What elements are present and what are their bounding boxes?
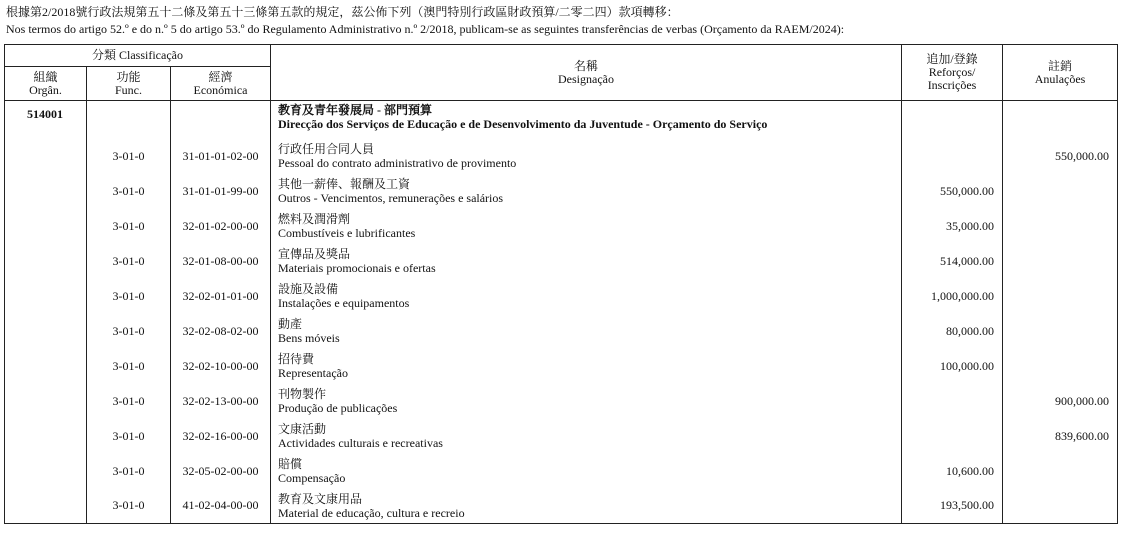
economic-code: 32-02-16-00-00 <box>171 419 271 454</box>
table-row <box>5 244 1118 279</box>
table-row <box>5 489 1118 524</box>
header-economic-pt: Económica <box>193 82 248 97</box>
function-code: 3-01-0 <box>87 209 171 244</box>
table-row <box>5 454 1118 489</box>
reforco-amount <box>902 419 1003 454</box>
designation-pt: Actividades culturais e recreativas <box>278 436 443 450</box>
economic-code: 31-01-01-02-00 <box>171 139 271 174</box>
designation <box>271 244 902 279</box>
organ-cell <box>5 139 87 174</box>
economic-code: 32-02-01-01-00 <box>171 279 271 314</box>
organ-cell <box>5 314 87 349</box>
designation-pt: Materiais promocionais e ofertas <box>278 261 436 275</box>
table-row <box>5 209 1118 244</box>
designation <box>271 209 902 244</box>
header-function <box>87 67 171 101</box>
table-row <box>5 384 1118 419</box>
header-designation-pt: Designação <box>558 71 614 86</box>
function-code: 3-01-0 <box>87 174 171 209</box>
section-title-zh: 教育及青年發展局 - 部門預算 <box>278 103 433 117</box>
section-row <box>5 101 1118 139</box>
function-code: 3-01-0 <box>87 139 171 174</box>
designation <box>271 419 902 454</box>
table-row <box>5 314 1118 349</box>
designation-zh: 動產 <box>278 317 303 331</box>
function-code: 3-01-0 <box>87 314 171 349</box>
table-row <box>5 174 1118 209</box>
anulacao-amount <box>1003 489 1118 524</box>
section-title <box>271 101 902 139</box>
header-reforcos-pt2: Inscrições <box>927 78 977 92</box>
header-organ <box>5 67 87 101</box>
economic-code: 32-01-02-00-00 <box>171 209 271 244</box>
organ-cell <box>5 454 87 489</box>
table-row <box>5 139 1118 174</box>
economic-code: 32-02-10-00-00 <box>171 349 271 384</box>
designation <box>271 174 902 209</box>
designation-zh: 設施及設備 <box>278 282 339 296</box>
function-code: 3-01-0 <box>87 489 171 524</box>
header-reforcos-pt1: Reforços/ <box>928 65 976 79</box>
section-anulacao-cell <box>1003 101 1118 139</box>
section-econ-cell <box>171 101 271 139</box>
designation <box>271 349 902 384</box>
header-anulacoes <box>1003 45 1118 101</box>
designation <box>271 314 902 349</box>
designation-zh: 燃料及潤滑劑 <box>278 212 351 226</box>
header-designation <box>271 45 902 101</box>
designation <box>271 384 902 419</box>
anulacao-amount <box>1003 279 1118 314</box>
organ-cell <box>5 244 87 279</box>
designation-zh: 宣傳品及獎品 <box>278 247 351 261</box>
reforco-amount <box>902 139 1003 174</box>
function-code: 3-01-0 <box>87 454 171 489</box>
designation-zh: 賠償 <box>278 457 303 471</box>
transfer-table-frame <box>4 44 1117 524</box>
designation-zh: 教育及文康用品 <box>278 491 363 506</box>
reforco-amount <box>902 384 1003 419</box>
header-reforcos-zh: 追加/登錄 <box>926 52 978 66</box>
reforco-amount: 1,000,000.00 <box>902 279 1003 314</box>
table-row <box>5 349 1118 384</box>
header-function-zh: 功能 <box>116 69 141 84</box>
budget-transfer-table <box>4 44 1118 524</box>
designation-zh: 刊物製作 <box>278 387 327 401</box>
function-code: 3-01-0 <box>87 419 171 454</box>
designation-zh: 招待費 <box>278 352 315 366</box>
section-reforco-cell <box>902 101 1003 139</box>
reforco-amount: 100,000.00 <box>902 349 1003 384</box>
designation-pt: Outros - Vencimentos, remunerações e salários <box>278 191 504 205</box>
table-header <box>5 45 1118 101</box>
anulacao-amount <box>1003 314 1118 349</box>
table-body <box>5 101 1118 524</box>
designation <box>271 489 902 524</box>
economic-code: 32-05-02-00-00 <box>171 454 271 489</box>
header-function-pt: Func. <box>115 82 142 97</box>
designation-zh: 文康活動 <box>278 422 327 436</box>
function-code: 3-01-0 <box>87 244 171 279</box>
intro-portuguese: Nos termos do artigo 52.º e do n.º 5 do artigo 53.º do Regulamento Administrativo n.º 2/2018, publicam-se as seguintes transferências de verbas (Orçamento da RAEM/2024): <box>6 22 845 36</box>
anulacao-amount: 839,600.00 <box>1003 419 1118 454</box>
reforco-amount: 550,000.00 <box>902 174 1003 209</box>
reforco-amount: 514,000.00 <box>902 244 1003 279</box>
reforco-amount: 193,500.00 <box>902 489 1003 524</box>
designation-pt: Material de educação, cultura e recreio <box>278 505 465 520</box>
economic-code: 32-02-13-00-00 <box>171 384 271 419</box>
header-reforcos <box>902 45 1003 101</box>
organ-cell <box>5 384 87 419</box>
header-economic-zh: 經濟 <box>208 69 233 84</box>
organ-cell <box>5 279 87 314</box>
header-anulacoes-pt: Anulações <box>1034 71 1086 86</box>
anulacao-amount: 900,000.00 <box>1003 384 1118 419</box>
header-organ-zh: 組織 <box>33 69 58 84</box>
header-designation-zh: 名稱 <box>574 58 599 73</box>
designation-pt: Representação <box>278 366 348 380</box>
header-classification: 分類 Classificação <box>5 45 271 67</box>
anulacao-amount: 550,000.00 <box>1003 139 1118 174</box>
designation-pt: Pessoal do contrato administrativo de provimento <box>278 156 517 170</box>
organ-cell <box>5 349 87 384</box>
designation <box>271 279 902 314</box>
organ-code: 514001 <box>5 101 87 139</box>
table-row <box>5 279 1118 314</box>
anulacao-amount <box>1003 174 1118 209</box>
economic-code: 31-01-01-99-00 <box>171 174 271 209</box>
economic-code: 32-01-08-00-00 <box>171 244 271 279</box>
reforco-amount: 35,000.00 <box>902 209 1003 244</box>
organ-cell <box>5 419 87 454</box>
designation-pt: Produção de publicações <box>278 401 398 415</box>
reforco-amount: 10,600.00 <box>902 454 1003 489</box>
section-func-cell <box>87 101 171 139</box>
function-code: 3-01-0 <box>87 384 171 419</box>
designation-pt: Instalações e equipamentos <box>278 296 410 310</box>
intro-chinese: 根據第2/2018號行政法規第五十二條及第五十三條第五款的規定，茲公佈下列（澳門特別行政區財政預算/二零二四）款項轉移： <box>6 5 679 19</box>
designation-pt: Combustíveis e lubrificantes <box>278 226 416 240</box>
header-anulacoes-zh: 註銷 <box>1048 58 1073 73</box>
anulacao-amount <box>1003 454 1118 489</box>
header-economic <box>171 67 271 101</box>
economic-code: 32-02-08-02-00 <box>171 314 271 349</box>
function-code: 3-01-0 <box>87 279 171 314</box>
organ-cell <box>5 174 87 209</box>
anulacao-amount <box>1003 349 1118 384</box>
anulacao-amount <box>1003 209 1118 244</box>
designation-zh: 行政任用合同人員 <box>278 142 375 156</box>
designation-pt: Compensação <box>278 471 346 485</box>
organ-cell <box>5 209 87 244</box>
economic-code: 41-02-04-00-00 <box>171 489 271 524</box>
function-code: 3-01-0 <box>87 349 171 384</box>
designation <box>271 454 902 489</box>
header-organ-pt: Orgân. <box>29 82 62 97</box>
designation-pt: Bens móveis <box>278 331 340 345</box>
designation <box>271 139 902 174</box>
designation-zh: 其他一薪俸、報酬及工資 <box>278 177 411 191</box>
anulacao-amount <box>1003 244 1118 279</box>
table-row <box>5 419 1118 454</box>
section-title-pt: Direcção dos Serviços de Educação e de Desenvolvimento da Juventude - Orçamento do Serviço <box>278 117 768 131</box>
reforco-amount: 80,000.00 <box>902 314 1003 349</box>
organ-cell <box>5 489 87 524</box>
